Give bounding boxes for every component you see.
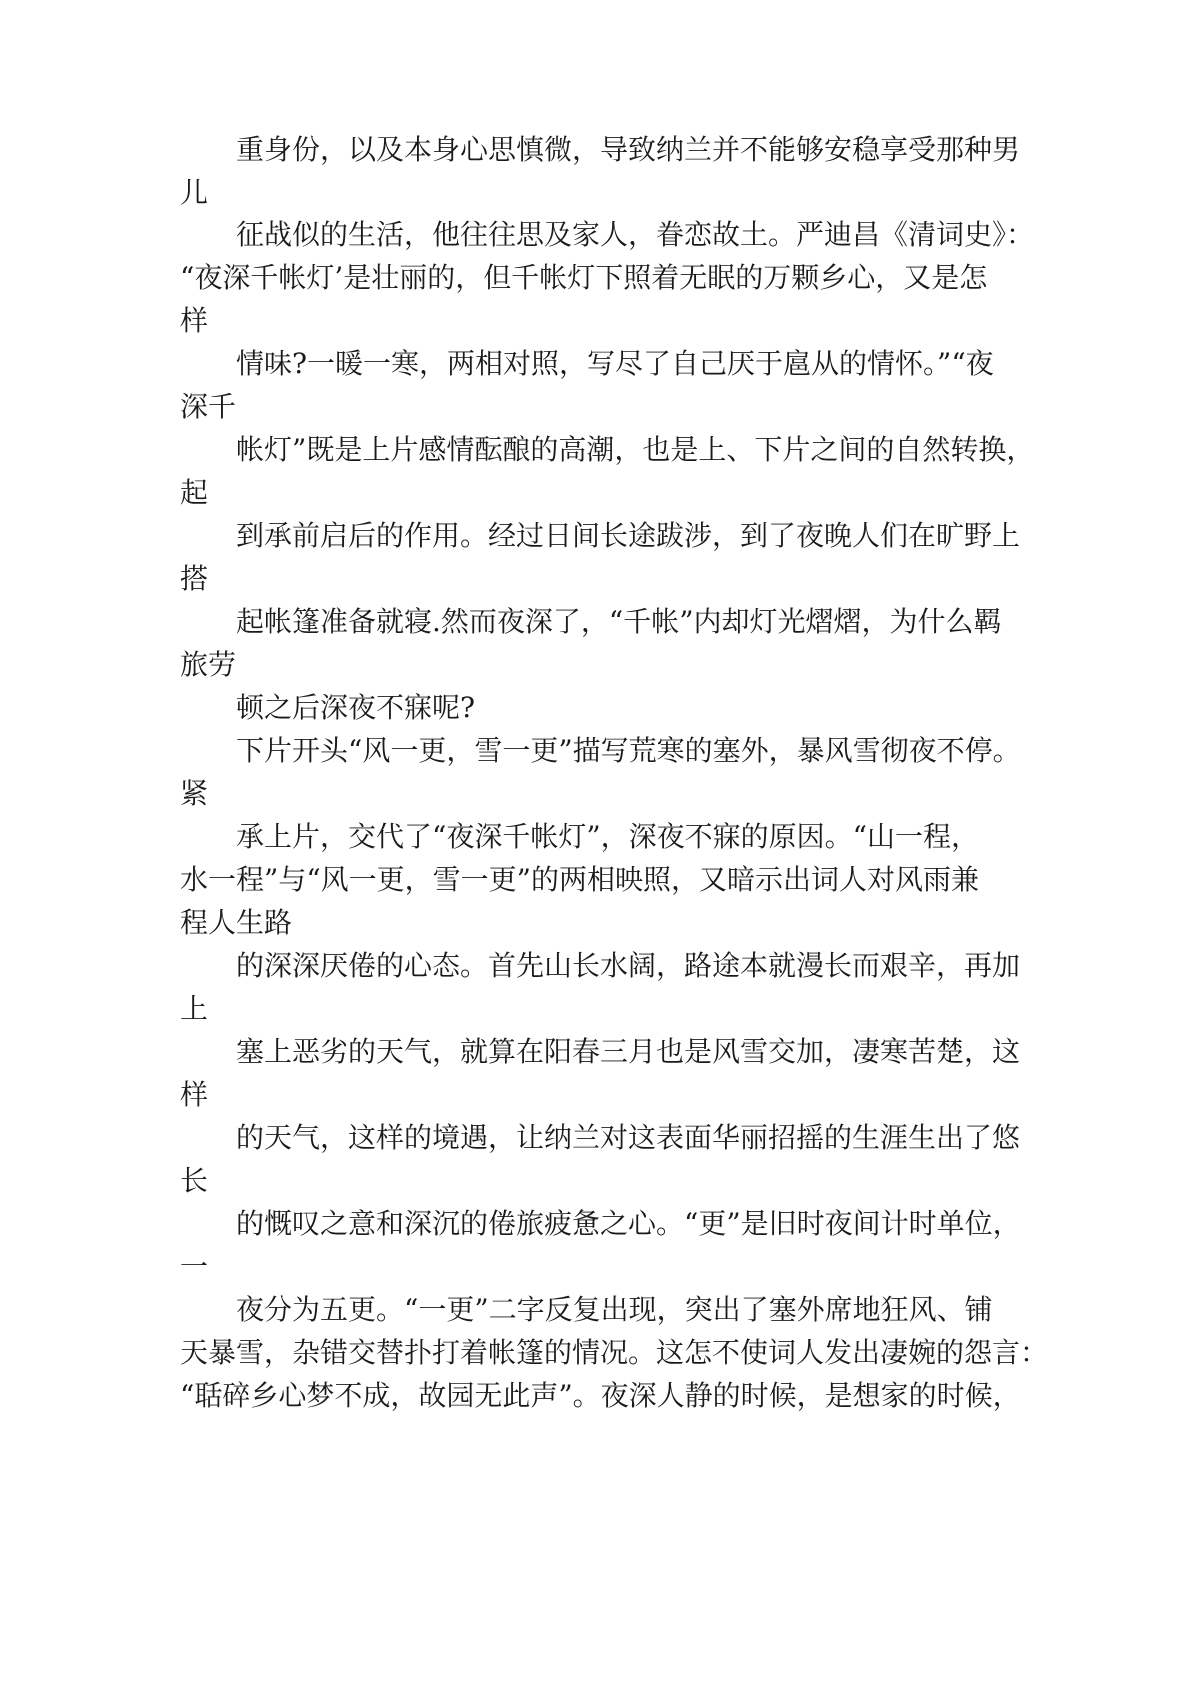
text-line: 搭: [180, 562, 209, 595]
text-line: 承上片，交代了“夜深千帐灯”，深夜不寐的原因。“山一程，: [236, 820, 979, 853]
text-line: 旅劳: [180, 648, 237, 681]
text-line: “夜深千帐灯’是壮丽的，但千帐灯下照着无眠的万颗乡心，又是怎: [180, 261, 988, 294]
text-line: “聒碎乡心梦不成，故园无此声”。夜深人静的时候，是想家的时候，: [180, 1379, 1021, 1412]
text-line: 重身份，以及本身心思慎微，导致纳兰并不能够安稳享受那种男: [236, 133, 1021, 166]
text-line: 的慨叹之意和深沉的倦旅疲惫之心。“更”是旧时夜间计时单位，: [236, 1207, 1021, 1240]
text-line: 一: [180, 1250, 209, 1283]
text-line: 的深深厌倦的心态。首先山长水阔，路途本就漫长而艰辛，再加: [236, 949, 1021, 982]
text-line: 深千: [180, 390, 237, 423]
text-line: 情味?一暖一寒，两相对照，写尽了自己厌于扈从的情怀。”“夜: [236, 347, 994, 380]
text-line: 起: [180, 476, 209, 509]
text-line: 征战似的生活，他往往思及家人，眷恋故土。严迪昌《清词史》：: [236, 218, 1035, 251]
text-line: 塞上恶劣的天气，就算在阳春三月也是风雪交加，凄寒苦楚，这: [236, 1035, 1021, 1068]
text-line: 天暴雪，杂错交替扑打着帐篷的情况。这怎不使词人发出凄婉的怨言：: [180, 1336, 1049, 1369]
text-line: 上: [180, 992, 209, 1025]
text-line: 程人生路: [180, 906, 293, 939]
text-line: 的天气，这样的境遇，让纳兰对这表面华丽招摇的生涯生出了悠: [236, 1121, 1021, 1154]
text-line: 到承前启后的作用。经过日间长途跋涉，到了夜晚人们在旷野上: [236, 519, 1021, 552]
text-line: 水一程”与“风一更，雪一更”的两相映照，又暗示出词人对风雨兼: [180, 863, 979, 896]
text-line: 下片开头“风一更，雪一更”描写荒寒的塞外，暴风雪彻夜不停。: [236, 734, 1021, 767]
text-line: 夜分为五更。“一更”二字反复出现，突出了塞外席地狂风、铺: [236, 1293, 993, 1326]
text-line: 儿: [180, 176, 209, 209]
text-line: 帐灯”既是上片感情酝酿的高潮，也是上、下片之间的自然转换，: [236, 433, 1035, 466]
text-line: 样: [180, 1078, 209, 1111]
text-line: 长: [180, 1164, 209, 1197]
text-line: 顿之后深夜不寐呢?: [236, 691, 476, 724]
text-line: 紧: [180, 777, 209, 810]
text-line: 起帐篷准备就寝.然而夜深了，“千帐”内却灯光熠熠，为什么羁: [236, 605, 1002, 638]
text-line: 样: [180, 304, 209, 337]
